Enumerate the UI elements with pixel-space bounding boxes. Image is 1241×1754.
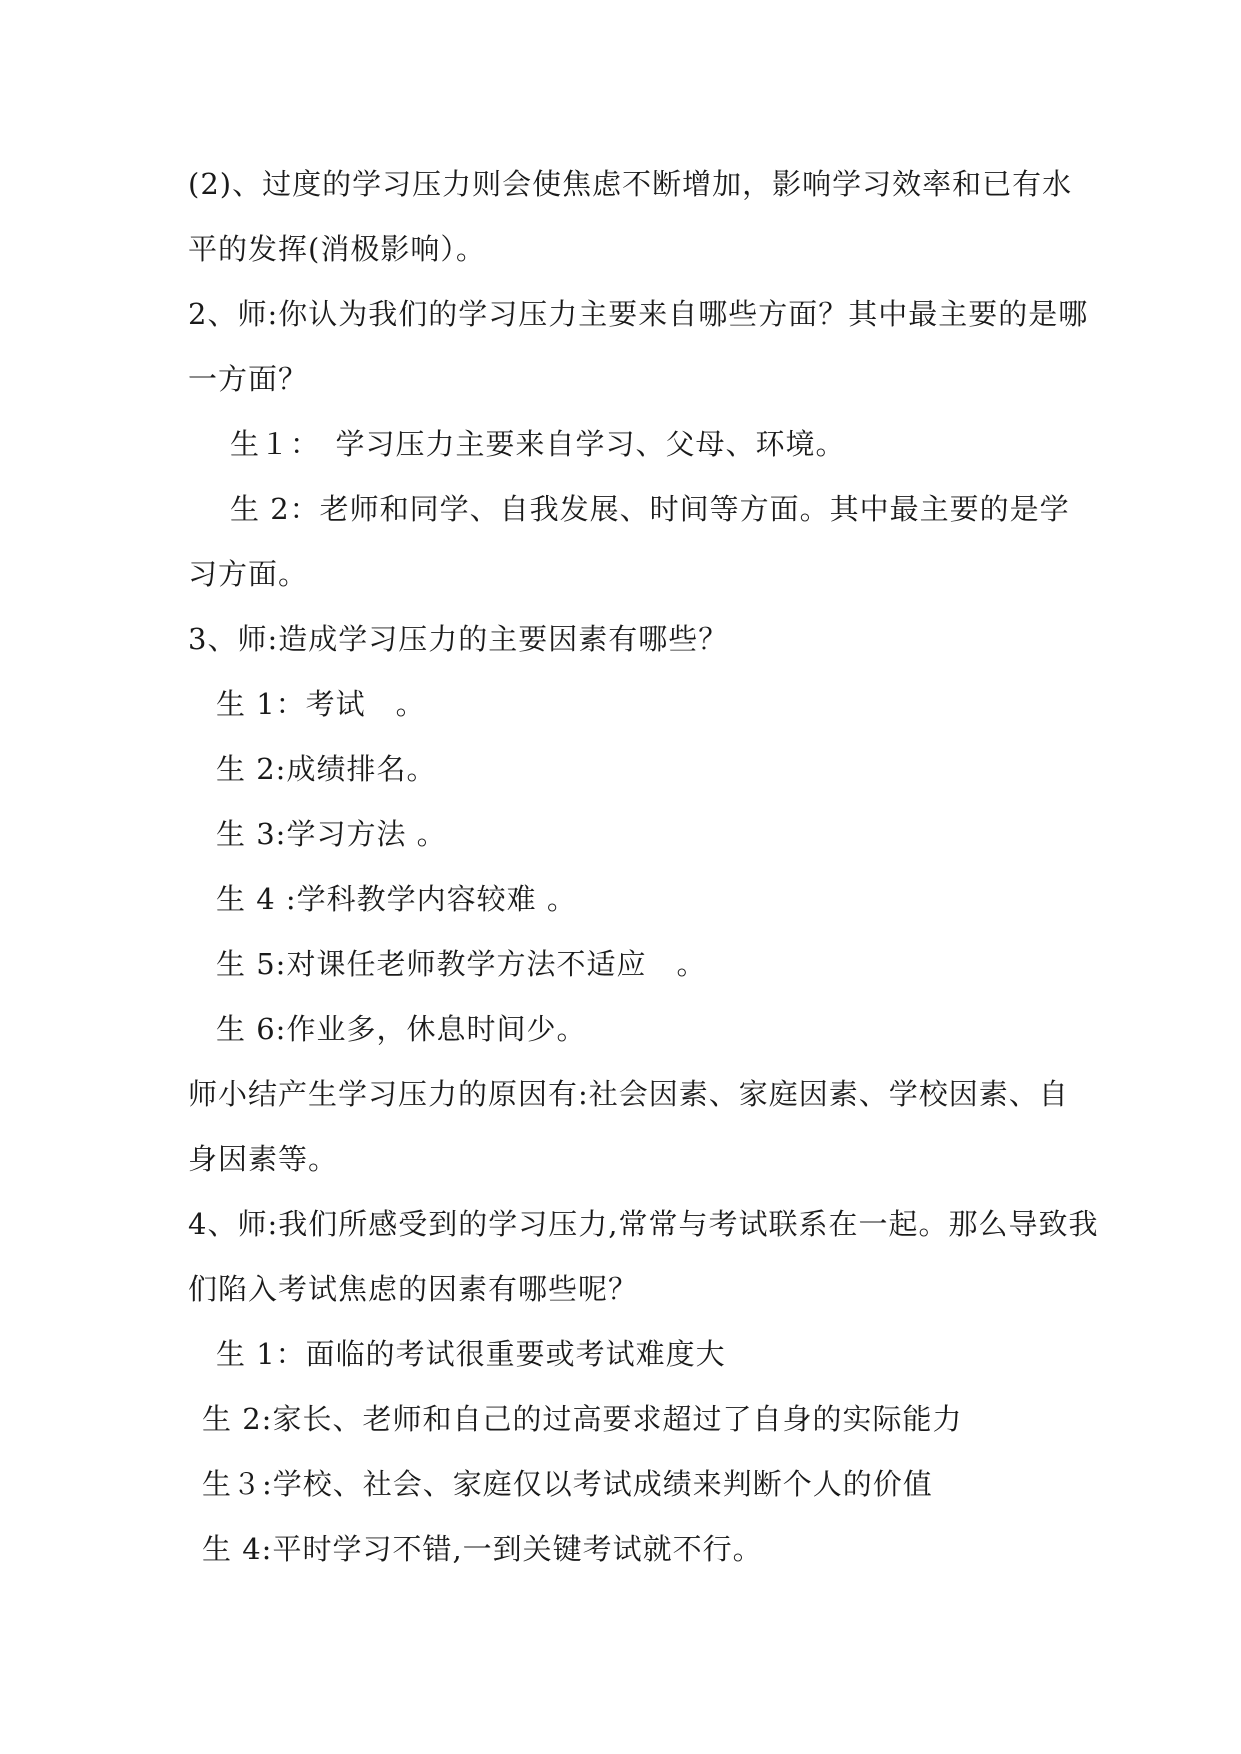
text-line: 们陷入考试焦虑的因素有哪些呢？ bbox=[188, 1272, 639, 1306]
text-line: 生 4 :学科教学内容较难 。 bbox=[216, 882, 577, 916]
text-line: 4、师:我们所感受到的学习压力,常常与考试联系在一起。那么导致我 bbox=[188, 1207, 1099, 1241]
text-line: 生 2：老师和同学、自我发展、时间等方面。其中最主要的是学 bbox=[230, 492, 1070, 526]
text-line: 生１： 学习压力主要来自学习、父母、环境。 bbox=[230, 427, 846, 461]
text-line: (2)、过度的学习压力则会使焦虑不断增加，影响学习效率和已有水 bbox=[188, 167, 1073, 201]
text-line: 生 6:作业多，休息时间少。 bbox=[216, 1012, 587, 1046]
text-line: 3、师:造成学习压力的主要因素有哪些？ bbox=[188, 622, 729, 656]
text-line: 习方面。 bbox=[188, 557, 309, 591]
text-line: 生３:学校、社会、家庭仅以考试成绩来判断个人的价值 bbox=[202, 1467, 933, 1501]
text-line: 一方面？ bbox=[188, 362, 309, 396]
text-line: 身因素等。 bbox=[188, 1142, 339, 1176]
text-line: 生 1：考试 。 bbox=[216, 687, 426, 721]
text-line: 平的发挥(消极影响）。 bbox=[188, 232, 486, 266]
text-line: 生 2:家长、老师和自己的过高要求超过了自身的实际能力 bbox=[202, 1402, 963, 1436]
text-line: 生 2:成绩排名。 bbox=[216, 752, 437, 786]
text-line: 2、师:你认为我们的学习压力主要来自哪些方面？其中最主要的是哪 bbox=[188, 297, 1089, 331]
text-line: 师小结产生学习压力的原因有:社会因素、家庭因素、学校因素、自 bbox=[188, 1077, 1069, 1111]
text-line: 生 1：面临的考试很重要或考试难度大 bbox=[216, 1337, 726, 1371]
text-line: 生 4:平时学习不错,一到关键考试就不行。 bbox=[202, 1532, 763, 1566]
text-line: 生 3:学习方法 。 bbox=[216, 817, 447, 851]
text-line: 生 5:对课任老师教学方法不适应 。 bbox=[216, 947, 707, 981]
